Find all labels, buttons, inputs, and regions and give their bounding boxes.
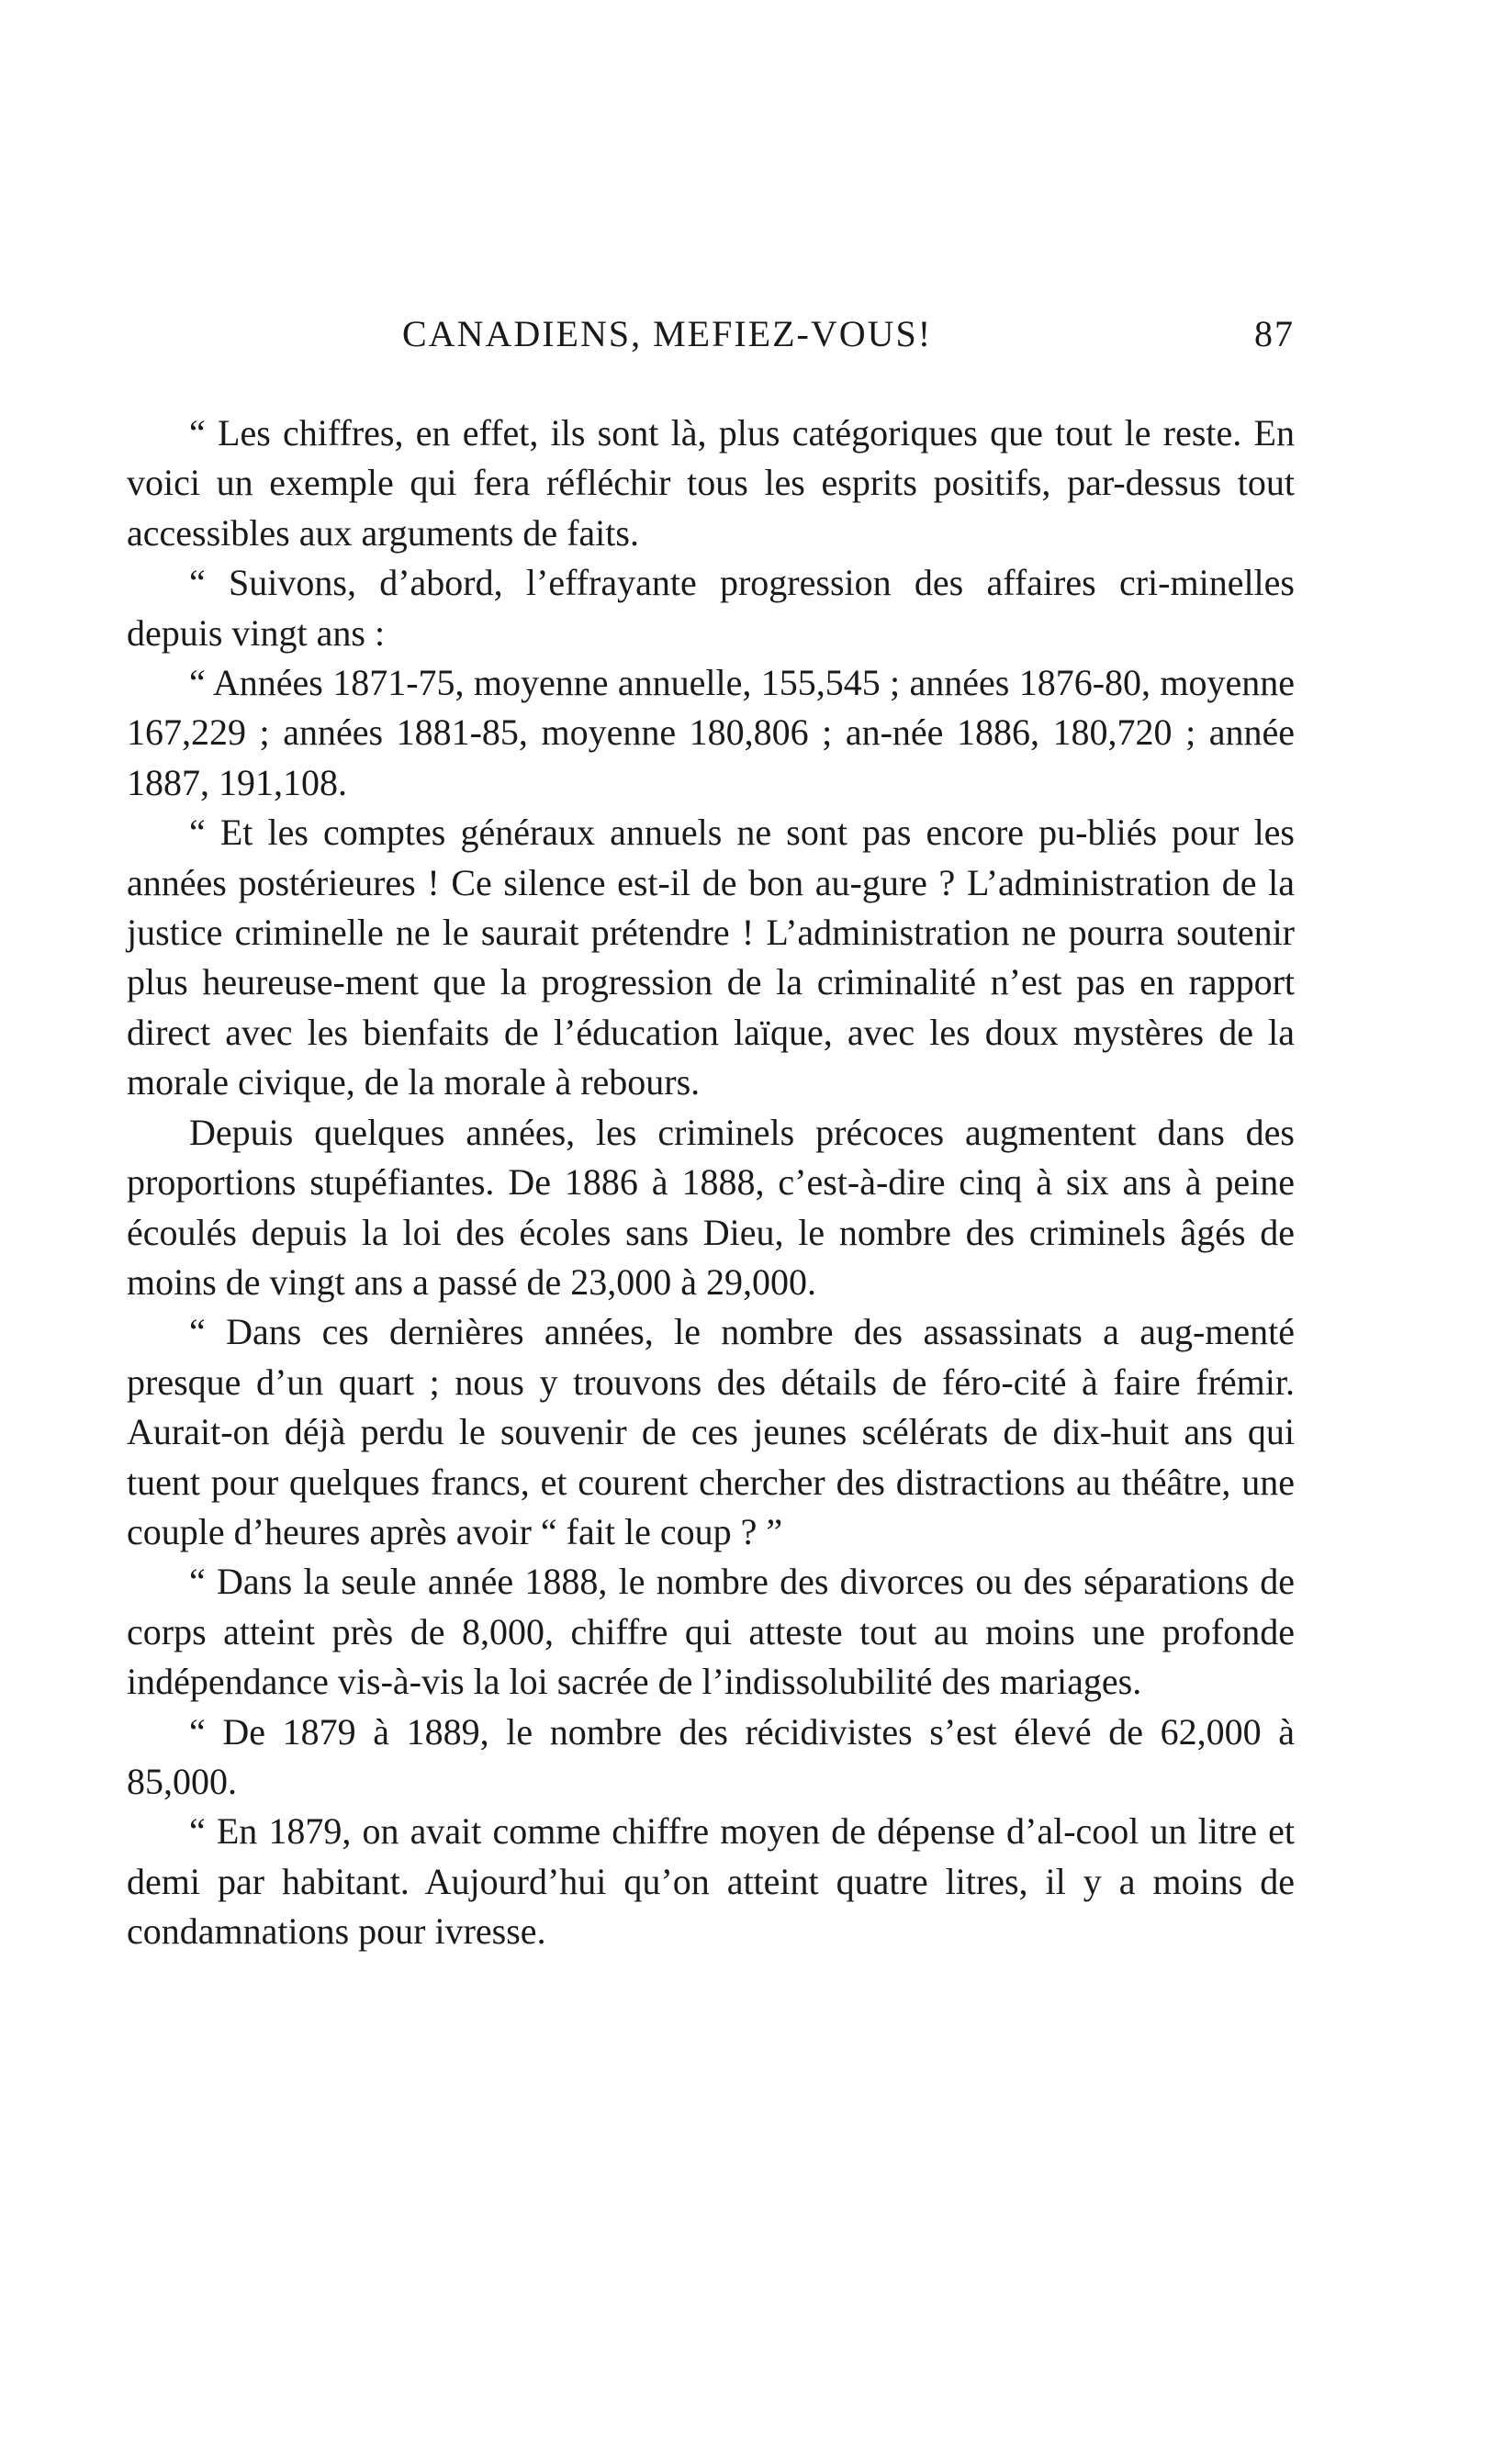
running-head-title: CANADIENS, MEFIEZ-VOUS! (402, 313, 933, 354)
paragraph: “ Et les comptes généraux annuels ne sont pas encore pu-bliés pour les années postérieures ! Ce silence est-il de bon au-gure ? L’administration de la justice criminelle ne le saurait prétendre ! L’administration ne pourra soutenir plus heureuse-ment que la progression de la criminalité n’est pas en rapport direct avec les bienfaits de l’éducation laïque, avec les doux mystères de la morale civique, de la morale à rebours. (127, 812, 1295, 1103)
paragraph: “ Suivons, d’abord, l’effrayante progression des affaires cri-minelles depuis vingt ans : (127, 562, 1295, 654)
paragraph: “ Années 1871-75, moyenne annuelle, 155,545 ; années 1876-80, moyenne 167,229 ; années 1881-85, moyenne 180,806 ; an-née 1886, 180,720 ; année 1887, 191,108. (127, 662, 1295, 803)
paragraph: “ En 1879, on avait comme chiffre moyen de dépense d’al-cool un litre et demi par habitant. Aujourd’hui qu’on atteint quatre litres, il y a moins de condamnations pour ivresse. (127, 1810, 1295, 1953)
body-text (127, 409, 1295, 1957)
paragraph: “ Les chiffres, en effet, ils sont là, plus catégoriques que tout le reste. En voici un exemple qui fera réfléchir tous les esprits positifs, par-dessus tout accessibles aux arguments de faits. (127, 412, 1295, 554)
paragraph: “ Dans ces dernières années, le nombre des assassinats a aug-menté presque d’un quart ; nous y trouvons des détails de féro-cité à faire frémir. Aurait-on déjà perdu le souvenir de ces jeunes scélérats de dix-huit ans qui tuent pour quelques francs, et courent chercher des distractions au théâtre, une couple d’heures après avoir “ fait le coup ? ” (127, 1311, 1295, 1552)
paragraph: “ De 1879 à 1889, le nombre des récidivistes s’est élevé de 62,000 à 85,000. (127, 1710, 1295, 1802)
page-number: 87 (1254, 313, 1295, 354)
running-head (127, 312, 1295, 367)
paragraph: “ Dans la seule année 1888, le nombre des divorces ou des séparations de corps atteint près de 8,000, chiffre qui atteste tout au moins une profonde indépendance vis-à-vis la loi sacrée de l’indissolubilité des mariages. (127, 1561, 1295, 1703)
paragraph: Depuis quelques années, les criminels précoces augmentent dans des proportions stupéfiantes. De 1886 à 1888, c’est-à-dire cinq à six ans à peine écoulés depuis la loi des écoles sans Dieu, le nombre des criminels âgés de moins de vingt ans a passé de 23,000 à 29,000. (127, 1111, 1295, 1303)
